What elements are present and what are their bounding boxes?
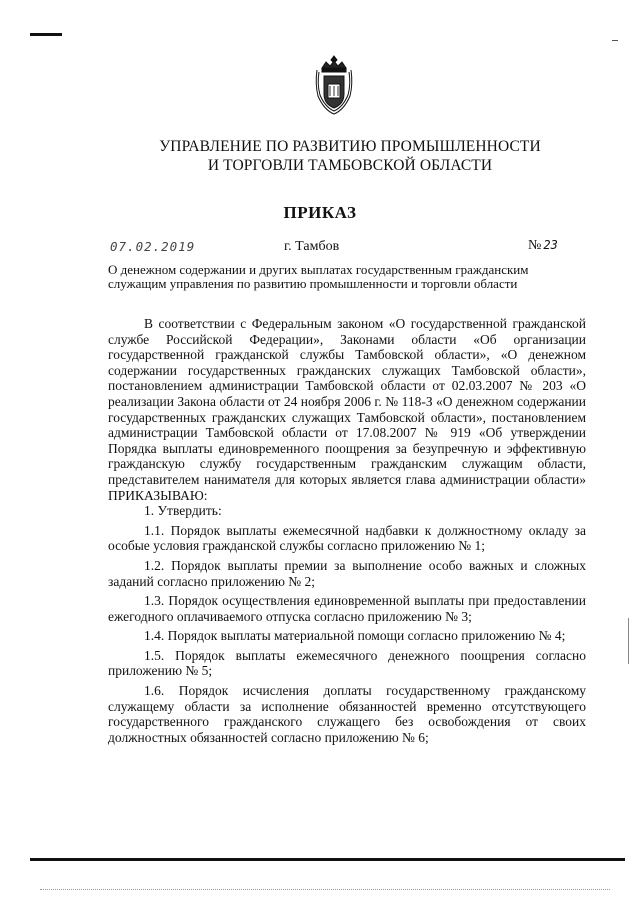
document-number [528,238,558,254]
number-sign: № [528,238,542,253]
document-date: 07.02.2019 [110,239,196,254]
document-subject: О денежном содержании и других выплатах государственным гражданским служащим управления по развитию промышленности и торговли области [108,262,529,291]
document-body [108,316,586,745]
organization-name [100,137,600,175]
organization-line: УПРАВЛЕНИЕ ПО РАЗВИТИЮ ПРОМЫШЛЕННОСТИ [159,138,541,155]
clause-paragraph: 1. Утвердить: [144,503,222,519]
list-item: 1.1. Порядок выплаты ежемесячной надбавки к должностному окладу за особые условия гражданской службы согласно приложению № 1; [108,522,586,554]
scan-mark [612,40,618,41]
organization-line: И ТОРГОВЛИ ТАМБОВСКОЙ ОБЛАСТИ [207,157,493,174]
number-value: 23 [543,238,558,252]
list-item: 1.5. Порядок выплаты ежемесячного денежного поощрения согласно приложению № 5; [108,647,586,679]
scan-mark [628,618,629,664]
page-bottom-rule [30,858,625,861]
scan-noise [40,889,610,891]
list-item: 1.6. Порядок исчисления доплаты государственному гражданскому служащему области за исполнение обязанностей временно отсутствующего государственного гражданского служащего без освобождения от своих должностных обязанностей согласно приложению № 6; [108,683,586,745]
document-type: ПРИКАЗ [283,203,357,222]
preamble-paragraph: В соответствии с Федеральным законом «О государственной гражданской службе Российской Федерации», Законами области «Об организации государственной гражданской службы Тамбовской области», «О денежном содержании государственных гражданских служащих Тамбовской области», постановлением администрации Тамбовской области от 02.03.2007 № 203 «О реализации Закона области от 24 ноября 2006 г. № 118-З «О денежном содержании государственных гражданских служащих Тамбовской области», постановлением администрации Тамбовской области от 17.08.2007 № 919 «Об утверждении Порядка выплаты единовременного поощрения за безупречную и эффективную гражданскую службу государственным гражданским служащим области, представителем нанимателя для которых является глава администрации области» ПРИКАЗЫВАЮ: [108,316,586,503]
list-item: 1.4. Порядок выплаты материальной помощи согласно приложению № 4; [144,628,566,644]
tambov-coat-of-arms-emblem [314,54,354,116]
list-item: 1.2. Порядок выплаты премии за выполнение особо важных и сложных заданий согласно приложению № 2; [108,557,586,589]
document-place: г. Тамбов [284,239,340,254]
list-item: 1.3. Порядок осуществления единовременной выплаты при предоставлении ежегодного оплачиваемого отпуска согласно приложению № 3; [108,593,586,624]
scan-mark [30,33,62,36]
